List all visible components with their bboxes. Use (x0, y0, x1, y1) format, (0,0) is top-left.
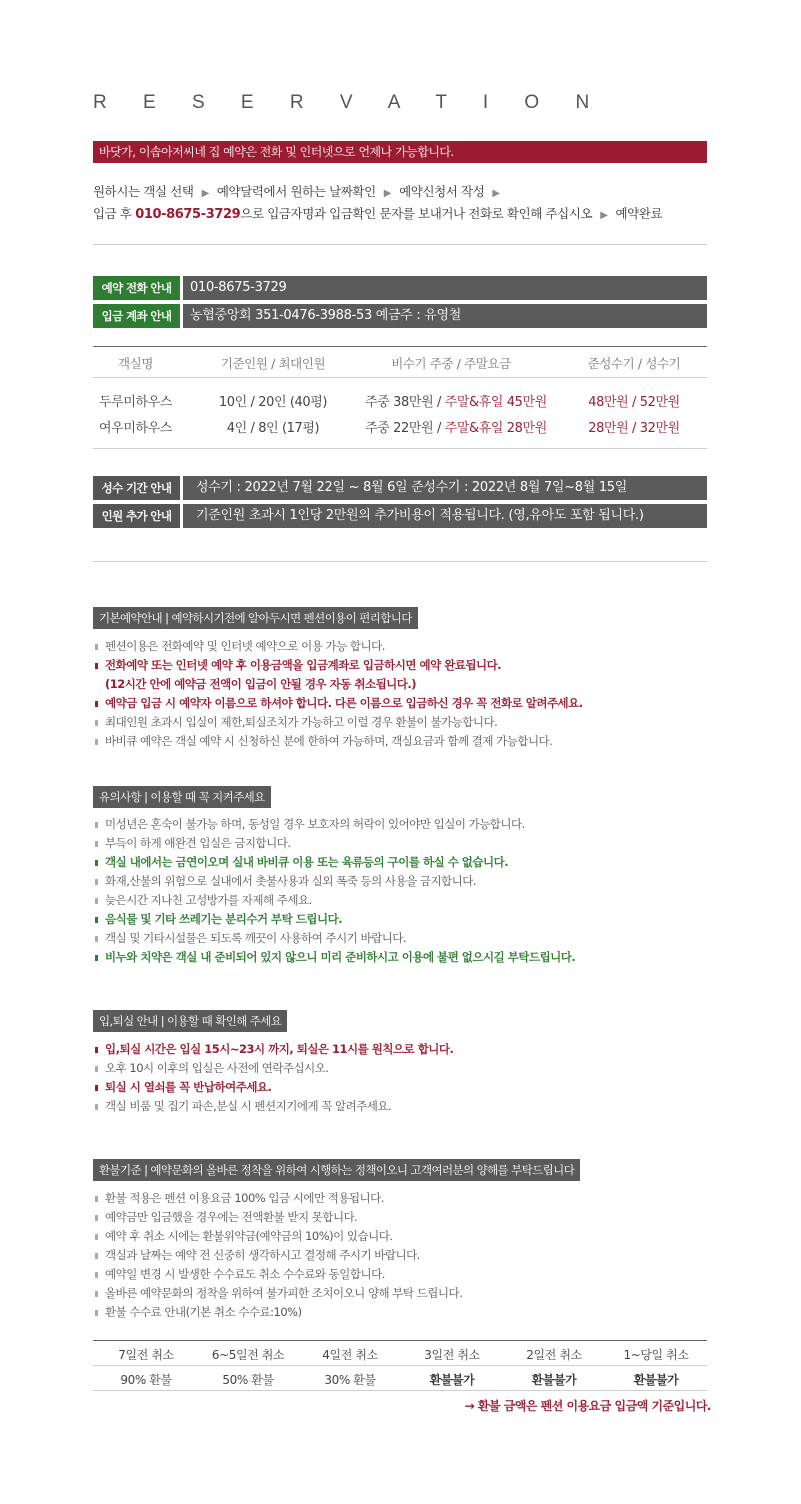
list-item: 부득이 하게 애완견 입실은 금지합니다. (93, 834, 713, 853)
page-title: R E S E R V A T I O N (93, 92, 605, 113)
refund-note: → 환불 금액은 펜션 이용요금 입금액 기준입니다. (464, 1399, 711, 1413)
list-item: 객실 비품 및 집기 파손,분실 시 펜션지기에게 꼭 알려주세요. (93, 1097, 713, 1116)
phone-info-row (93, 276, 707, 300)
list-item: 예약 후 취소 시에는 환불위약금(예약금의 10%)이 있습니다. (93, 1227, 713, 1246)
refund-rate: 90% 환불 (120, 1373, 172, 1387)
list-item: 객실 내에서는 금연이오며 실내 바비큐 이용 또는 육류등의 구이를 하실 수 없습니다. (93, 853, 713, 872)
list-item: 객실과 날짜는 예약 전 신중히 생각하시고 결정해 주시기 바랍니다. (93, 1246, 713, 1265)
list-item: 오후 10시 이후의 입실은 사전에 연락주십시오. (93, 1059, 713, 1078)
refund-list (93, 1189, 713, 1322)
arrow-icon: ▶ (201, 188, 209, 199)
list-item: 비누와 치약은 객실 내 준비되어 있지 않으니 미리 준비하시고 이용에 불편 없으시길 부탁드립니다. (93, 948, 713, 967)
step-complete: 예약완료 (615, 206, 663, 221)
list-item: 환불 적용은 펜션 이용요금 100% 입금 시에만 적용됩니다. (93, 1189, 713, 1208)
room-name: 두루미하우스 (99, 395, 172, 410)
bank-value: 농협중앙회 351-0476-3988-53 예금주 : 유영철 (183, 304, 707, 328)
season-info-row (93, 476, 707, 500)
list-item: 퇴실 시 열쇠를 꼭 반납하여주세요. (93, 1078, 713, 1097)
reservation-steps-line2 (93, 204, 662, 222)
step-deposit-post: 으로 입금자명과 입금확인 문자를 보내거나 전화로 확인해 주십시오 (240, 206, 593, 221)
arrow-icon: ▶ (600, 210, 608, 221)
list-item: 미성년은 혼숙이 불가능 하며, 동성일 경우 보호자의 허락이 있어야만 입실이 가능합니다. (93, 815, 713, 834)
extra-info-row (93, 504, 707, 528)
caution-list (93, 815, 713, 967)
room-name: 여우미하우스 (99, 421, 172, 436)
col-capacity: 기준인원 / 최대인원 (220, 356, 326, 371)
list-item: 최대인원 초과시 입실이 제한,퇴실조치가 가능하고 이럴 경우 환불이 불가능합니다. (93, 713, 713, 732)
refund-col-header: 4일전 취소 (322, 1348, 378, 1362)
col-peak: 준성수기 / 성수기 (587, 356, 681, 371)
refund-rate: 환불불가 (633, 1373, 679, 1387)
refund-rate: 30% 환불 (324, 1373, 376, 1387)
refund-rate: 50% 환불 (222, 1373, 274, 1387)
bank-info-row (93, 304, 707, 328)
list-item: 입,퇴실 시간은 입실 15시~23시 까지, 퇴실은 11시를 원칙으로 합니다. (93, 1040, 713, 1059)
refund-col-header: 1~당일 취소 (623, 1348, 689, 1362)
room-offseason-price: 주중 22만원 / 주말&휴일 28만원 (365, 421, 547, 436)
refund-rate: 환불불가 (531, 1373, 577, 1387)
room-capacity: 10인 / 20인 (40평) (218, 395, 328, 410)
col-room-name: 객실명 (117, 356, 154, 371)
divider (93, 561, 707, 562)
room-offseason-price: 주중 38만원 / 주말&휴일 45만원 (365, 395, 547, 410)
checkin-list (93, 1040, 713, 1116)
list-item: 예약금만 입금했을 경우에는 전액환불 받지 못합니다. (93, 1208, 713, 1227)
step-check-date: 예약달력에서 원하는 날짜확인 (216, 184, 376, 199)
season-value: 성수기 : 2022년 7월 22일 ~ 8월 6일 준성수기 : 2022년 8월 7일~8월 15일 (183, 476, 707, 500)
bank-label: 입금 계좌 안내 (93, 304, 180, 328)
list-item: 화재,산불의 위험으로 실내에서 촛불사용과 실외 폭죽 등의 사용을 금지합니다. (93, 872, 713, 891)
room-rate-table (93, 346, 707, 450)
room-capacity: 4인 / 8인 (17평) (226, 421, 320, 436)
table-bottom-line (93, 448, 707, 449)
checkin-heading: 입,퇴실 안내 | 이용할 때 확인해 주세요 (93, 1010, 287, 1032)
step-application: 예약신청서 작성 (399, 184, 485, 199)
list-item: 예약금 입금 시 예약자 이름으로 하셔야 합니다. 다른 이름으로 입금하신 경우 꼭 전화로 알려주세요. (93, 694, 713, 713)
arrow-icon: ▶ (383, 188, 392, 199)
season-label: 성수 기간 안내 (93, 476, 180, 500)
caution-heading: 유의사항 | 이용할 때 꼭 지켜주세요 (93, 786, 271, 808)
refund-col-header: 7일전 취소 (118, 1348, 174, 1362)
refund-col-header: 3일전 취소 (424, 1348, 480, 1362)
refund-col-header: 2일전 취소 (526, 1348, 582, 1362)
refund-rate: 환불불가 (429, 1373, 475, 1387)
list-item: 예약일 변경 시 발생한 수수료도 취소 수수료와 동일합니다. (93, 1265, 713, 1284)
arrow-icon: ▶ (492, 188, 500, 199)
phone-number: 010-8675-3729 (135, 207, 241, 222)
room-peak-price: 28만원 / 32만원 (588, 421, 680, 436)
list-item: 바비큐 예약은 객실 예약 시 신청하신 분에 한하여 가능하며, 객실요금과 함께 결제 가능합니다. (93, 732, 713, 751)
refund-col-header: 6~5일전 취소 (211, 1348, 285, 1362)
list-item: 전화예약 또는 인터넷 예약 후 이용금액을 입금계좌로 입금하시면 예약 완료됩니다. (93, 656, 713, 675)
list-item: 음식물 및 기타 쓰레기는 분리수거 부탁 드립니다. (93, 910, 713, 929)
extra-label: 인원 추가 안내 (93, 504, 180, 528)
list-item: 올바른 예약문화의 정착을 위하여 불가피한 조치이오니 양해 부탁 드립니다. (93, 1284, 713, 1303)
refund-heading: 환불기준 | 예약문화의 올바른 정착을 위하여 시행하는 정책이오니 고객여러분의 양해를 부탁드립니다 (93, 1159, 580, 1181)
step-select-room: 원하시는 객실 선택 (93, 184, 194, 199)
room-peak-price: 48만원 / 52만원 (588, 395, 680, 410)
reservation-steps-line1 (93, 182, 508, 200)
basic-info-list (93, 637, 713, 751)
phone-label: 예약 전화 안내 (93, 276, 180, 300)
phone-value: 010-8675-3729 (183, 276, 707, 300)
list-item: 환불 수수료 안내(기본 취소 수수료:10%) (93, 1303, 713, 1322)
list-item: (12시간 안에 예약금 전액이 입금이 안될 경우 자동 취소됩니다.) (105, 677, 417, 691)
notice-bar: 바닷가, 이솝아저씨네 집 예약은 전화 및 인터넷으로 언제나 가능합니다. (93, 141, 707, 163)
list-item: 늦은시간 지나친 고성방가를 자제해 주세요. (93, 891, 713, 910)
divider (93, 244, 707, 245)
extra-value: 기준인원 초과시 1인당 2만원의 추가비용이 적용됩니다. (영,유아도 포함 됩니다.) (183, 504, 707, 528)
refund-table (93, 1340, 707, 1392)
list-item: 객실 및 기타시설물은 되도록 깨끗이 사용하여 주시기 바랍니다. (93, 929, 713, 948)
step-deposit-pre: 입금 후 (93, 206, 132, 221)
table-header-line (93, 377, 707, 378)
basic-info-heading: 기본예약안내 | 예약하시기전에 알아두시면 펜션이용이 편리합니다 (93, 607, 418, 629)
list-item: 펜션이용은 전화예약 및 인터넷 예약으로 이용 가능 합니다. (93, 637, 713, 656)
col-offseason: 비수기 주중 / 주말요금 (391, 356, 511, 371)
